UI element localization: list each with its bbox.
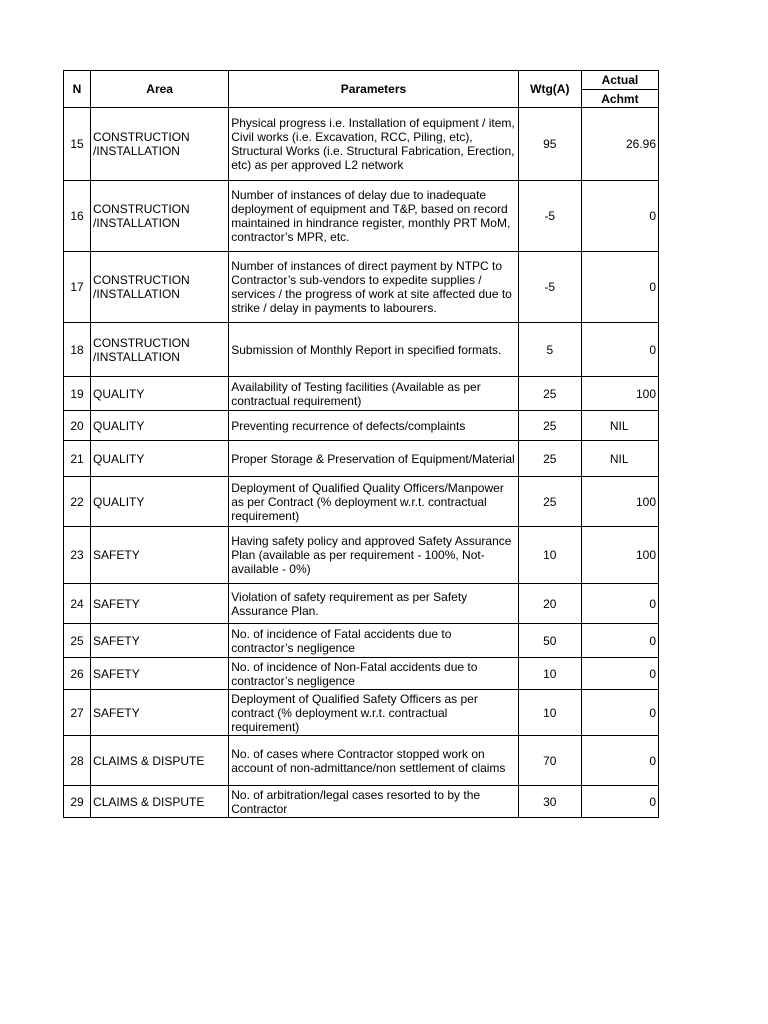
table-row <box>64 323 659 377</box>
table-row <box>64 624 659 658</box>
table-row <box>64 252 659 323</box>
row-number: 22 <box>64 477 91 527</box>
table-row <box>64 441 659 477</box>
row-parameter: No. of incidence of Non-Fatal accidents due to contractor’s negligence <box>229 658 518 690</box>
row-number: 21 <box>64 441 91 477</box>
header-parameters: Parameters <box>229 71 518 108</box>
header-actual: Actual <box>581 71 658 90</box>
table-row <box>64 690 659 736</box>
row-parameter: Violation of safety requirement as per Safety Assurance Plan. <box>229 584 518 624</box>
row-achievement: 0 <box>581 252 658 323</box>
header-n: N <box>64 71 91 108</box>
table-body <box>64 108 659 818</box>
row-parameter: Having safety policy and approved Safety Assurance Plan (available as per requirement - 100%, Not-available - 0%) <box>229 527 518 584</box>
row-achievement: 100 <box>581 527 658 584</box>
row-achievement: 0 <box>581 736 658 786</box>
row-area: QUALITY <box>91 477 229 527</box>
table-row <box>64 736 659 786</box>
row-area: QUALITY <box>91 411 229 441</box>
row-area: CONSTRUCTION /INSTALLATION <box>91 181 229 252</box>
table-row <box>64 181 659 252</box>
row-achievement: 0 <box>581 786 658 818</box>
row-achievement: 0 <box>581 323 658 377</box>
row-achievement: 0 <box>581 624 658 658</box>
row-parameter: Availability of Testing facilities (Available as per contractual requirement) <box>229 377 518 411</box>
row-parameter: Deployment of Qualified Safety Officers as per contract (% deployment w.r.t. contractual requirement) <box>229 690 518 736</box>
row-weightage: 50 <box>518 624 581 658</box>
table-row <box>64 527 659 584</box>
row-achievement: 0 <box>581 658 658 690</box>
row-number: 19 <box>64 377 91 411</box>
row-number: 24 <box>64 584 91 624</box>
row-number: 27 <box>64 690 91 736</box>
row-area: CLAIMS & DISPUTE <box>91 786 229 818</box>
row-number: 15 <box>64 108 91 181</box>
row-area: CONSTRUCTION /INSTALLATION <box>91 252 229 323</box>
row-achievement: 100 <box>581 477 658 527</box>
row-parameter: Deployment of Qualified Quality Officers/Manpower as per Contract (% deployment w.r.t. contractual requirement) <box>229 477 518 527</box>
row-number: 23 <box>64 527 91 584</box>
row-number: 18 <box>64 323 91 377</box>
table-row <box>64 477 659 527</box>
row-weightage: 70 <box>518 736 581 786</box>
kpi-table <box>63 70 659 818</box>
table-row <box>64 786 659 818</box>
row-weightage: 20 <box>518 584 581 624</box>
row-weightage: 30 <box>518 786 581 818</box>
row-area: SAFETY <box>91 584 229 624</box>
row-weightage: 10 <box>518 527 581 584</box>
row-weightage: -5 <box>518 252 581 323</box>
row-area: QUALITY <box>91 441 229 477</box>
row-parameter: No. of arbitration/legal cases resorted to by the Contractor <box>229 786 518 818</box>
row-weightage: 25 <box>518 477 581 527</box>
row-weightage: 25 <box>518 441 581 477</box>
row-weightage: 95 <box>518 108 581 181</box>
row-achievement: NIL <box>581 441 658 477</box>
table-header <box>64 71 659 108</box>
row-achievement: 100 <box>581 377 658 411</box>
row-area: CLAIMS & DISPUTE <box>91 736 229 786</box>
row-weightage: 5 <box>518 323 581 377</box>
row-number: 26 <box>64 658 91 690</box>
row-weightage: 10 <box>518 658 581 690</box>
row-achievement: 26.96 <box>581 108 658 181</box>
row-area: SAFETY <box>91 658 229 690</box>
row-achievement: 0 <box>581 584 658 624</box>
row-achievement: 0 <box>581 181 658 252</box>
row-number: 28 <box>64 736 91 786</box>
table-row <box>64 411 659 441</box>
table-row <box>64 108 659 181</box>
row-number: 25 <box>64 624 91 658</box>
row-number: 16 <box>64 181 91 252</box>
row-parameter: Physical progress i.e. Installation of equipment / item, Civil works (i.e. Excavation, RCC, Piling, etc), Structural Works (i.e. Structural Fabrication, Erection, etc) as per approved L2 network <box>229 108 518 181</box>
header-area: Area <box>91 71 229 108</box>
row-achievement: 0 <box>581 690 658 736</box>
row-parameter: Number of instances of delay due to inadequate deployment of equipment and T&P, based on record maintained in hindrance register, monthly PRT MoM, contractor’s MPR, etc. <box>229 181 518 252</box>
row-weightage: 10 <box>518 690 581 736</box>
row-weightage: 25 <box>518 411 581 441</box>
row-area: CONSTRUCTION /INSTALLATION <box>91 323 229 377</box>
row-number: 17 <box>64 252 91 323</box>
row-area: CONSTRUCTION /INSTALLATION <box>91 108 229 181</box>
row-parameter: No. of cases where Contractor stopped work on account of non-admittance/non settlement of claims <box>229 736 518 786</box>
row-parameter: Preventing recurrence of defects/complaints <box>229 411 518 441</box>
table-row <box>64 584 659 624</box>
row-area: SAFETY <box>91 690 229 736</box>
header-achmt: Achmt <box>581 90 658 108</box>
row-area: QUALITY <box>91 377 229 411</box>
row-area: SAFETY <box>91 527 229 584</box>
row-weightage: 25 <box>518 377 581 411</box>
row-achievement: NIL <box>581 411 658 441</box>
row-weightage: -5 <box>518 181 581 252</box>
row-number: 29 <box>64 786 91 818</box>
header-wtg: Wtg(A) <box>518 71 581 108</box>
row-parameter: Proper Storage & Preservation of Equipment/Material <box>229 441 518 477</box>
row-parameter: No. of incidence of Fatal accidents due to contractor’s negligence <box>229 624 518 658</box>
table-row <box>64 377 659 411</box>
row-parameter: Number of instances of direct payment by NTPC to Contractor’s sub-vendors to expedite supplies / services / the progress of work at site affected due to strike / delay in payments to labourers. <box>229 252 518 323</box>
row-number: 20 <box>64 411 91 441</box>
table-row <box>64 658 659 690</box>
row-area: SAFETY <box>91 624 229 658</box>
row-parameter: Submission of Monthly Report in specified formats. <box>229 323 518 377</box>
